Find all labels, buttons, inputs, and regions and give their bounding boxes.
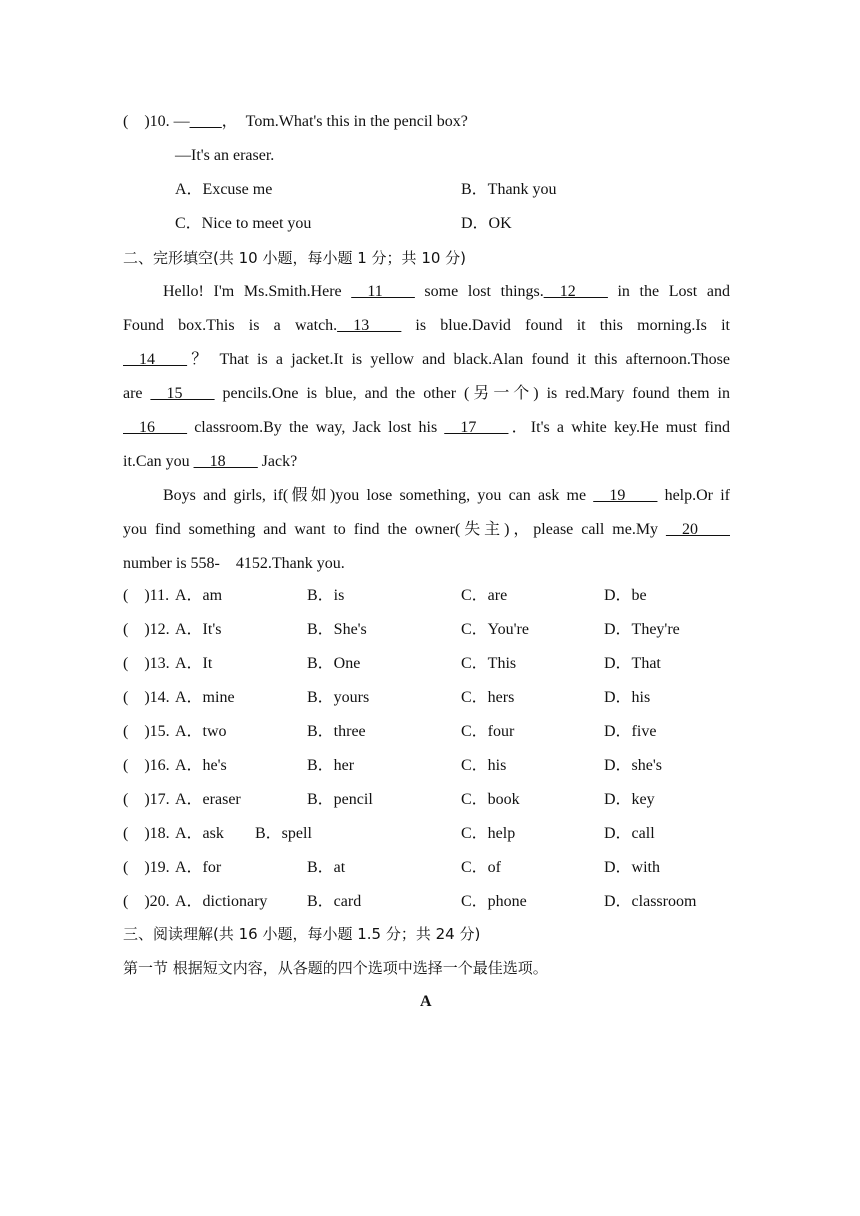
passage-line	[123, 350, 730, 370]
passage-blank: __16____	[123, 419, 187, 436]
option-b: B．She's	[307, 621, 367, 638]
option-c: C．are	[461, 587, 508, 604]
passage-text: you find something and want to find the owner(失主)，please call me.My	[123, 521, 666, 538]
option-a: A．eraser	[175, 791, 241, 808]
passage-text: Hello! I'm Ms.Smith.Here	[163, 283, 352, 300]
passage-blank: __11____	[351, 283, 415, 300]
passage-blank: __12____	[543, 283, 608, 300]
option-b: B．spell	[255, 825, 312, 842]
option-d: D．classroom	[604, 893, 697, 910]
option-b: B．yours	[307, 689, 370, 706]
passage-text: number is 558- 4152.Thank you.	[123, 555, 345, 572]
question-10-reply: —It's an eraser.	[175, 147, 275, 164]
question-number: ( )18.	[123, 825, 170, 842]
option-c: C．You're	[461, 621, 529, 638]
option-d: D．with	[604, 859, 661, 876]
passage-line	[163, 486, 730, 506]
question-number: ( )12.	[123, 621, 170, 638]
question-10	[123, 112, 468, 132]
passage-line	[123, 452, 297, 472]
passage-text: classroom.By the way, Jack lost his	[187, 419, 445, 436]
section-heading: 二、完形填空(共 10 小题，每小题 1 分；共 10 分)	[123, 249, 467, 267]
passage-text: Jack?	[257, 453, 298, 470]
option-a: A．for	[175, 859, 222, 876]
option-b: B．at	[307, 859, 346, 876]
passage-blank: __13____	[337, 317, 402, 334]
passage-text: help.Or if	[657, 487, 730, 504]
option-d: D．be	[604, 587, 647, 604]
option-d: D．his	[604, 689, 651, 706]
question-number: ( )11.	[123, 587, 170, 604]
passage-blank: __19____	[593, 487, 658, 504]
option-c: C．phone	[461, 893, 527, 910]
passage-blank: __20____	[666, 521, 730, 538]
question-number: ( )14.	[123, 689, 170, 706]
passage-text: in the Lost and	[607, 283, 730, 300]
passage-text: is blue.David found it this morning.Is it	[401, 317, 730, 334]
passage-blank: __17____	[444, 419, 509, 436]
passage-text: some lost things.	[414, 283, 544, 300]
option-b: B．One	[307, 655, 361, 672]
passage-line	[123, 418, 730, 438]
question-number: ( )16.	[123, 757, 170, 774]
option-b: B．is	[307, 587, 345, 604]
option-a: A．am	[175, 587, 223, 604]
section-subheading: 第一节 根据短文内容，从各题的四个选项中选择一个最佳选项。	[123, 959, 548, 977]
question-number: ( )19.	[123, 859, 170, 876]
option-c: C．four	[461, 723, 515, 740]
passage-text: Boys and girls, if(假如)you lose something, you can ask me	[163, 487, 594, 504]
passage-blank: __14____	[123, 351, 187, 368]
question-number: ( )20.	[123, 893, 170, 910]
option-a: A．It	[175, 655, 213, 672]
option-a: A．dictionary	[175, 893, 268, 910]
option-b: B．three	[307, 723, 366, 740]
passage-text: it.Can you	[123, 453, 194, 470]
option-d: D．That	[604, 655, 661, 672]
passage-line	[163, 282, 730, 302]
option-d: D．OK	[461, 215, 512, 232]
option-b: B．pencil	[307, 791, 373, 808]
option-a: A．Excuse me	[175, 181, 273, 198]
question-number: ( )17.	[123, 791, 170, 808]
passage-text: ．It's a white key.He must find	[508, 419, 730, 436]
option-a: A．ask	[175, 825, 224, 842]
option-b: B．her	[307, 757, 355, 774]
passage-blank: __18____	[193, 453, 258, 470]
option-c: C．of	[461, 859, 502, 876]
option-d: D．she's	[604, 757, 662, 774]
option-c: C．his	[461, 757, 507, 774]
passage-line	[123, 554, 345, 574]
passage-blank: __15____	[150, 385, 215, 402]
question-number: ( )15.	[123, 723, 170, 740]
option-c: C．help	[461, 825, 516, 842]
option-a: A．two	[175, 723, 227, 740]
question-text: ， Tom.What's this in the pencil box?	[221, 113, 468, 130]
option-a: A．mine	[175, 689, 235, 706]
option-b: B．card	[307, 893, 362, 910]
option-d: D．key	[604, 791, 655, 808]
section-heading: 三、阅读理解(共 16 小题，每小题 1.5 分；共 24 分)	[123, 925, 481, 943]
option-c: C．This	[461, 655, 517, 672]
option-c: C．Nice to meet you	[175, 215, 312, 232]
passage-text: Found box.This is a watch.	[123, 317, 338, 334]
option-a: A．he's	[175, 757, 227, 774]
passage-line	[123, 520, 730, 540]
passage-line	[123, 316, 730, 336]
option-d: D．call	[604, 825, 655, 842]
answer-blank: ____	[189, 113, 222, 130]
passage-text: are	[123, 385, 151, 402]
question-number: ( )10. —	[123, 113, 190, 130]
option-d: D．five	[604, 723, 657, 740]
passage-label: A	[420, 993, 432, 1010]
passage-line	[123, 384, 730, 404]
passage-text: pencils.One is blue, and the other (另一个) is red.Mary found them in	[214, 385, 730, 402]
option-c: C．book	[461, 791, 520, 808]
option-d: D．They're	[604, 621, 680, 638]
option-c: C．hers	[461, 689, 515, 706]
question-number: ( )13.	[123, 655, 170, 672]
option-b: B．Thank you	[461, 181, 557, 198]
option-a: A．It's	[175, 621, 222, 638]
passage-text: ？ That is a jacket.It is yellow and black.Alan found it this afternoon.Those	[187, 351, 730, 368]
